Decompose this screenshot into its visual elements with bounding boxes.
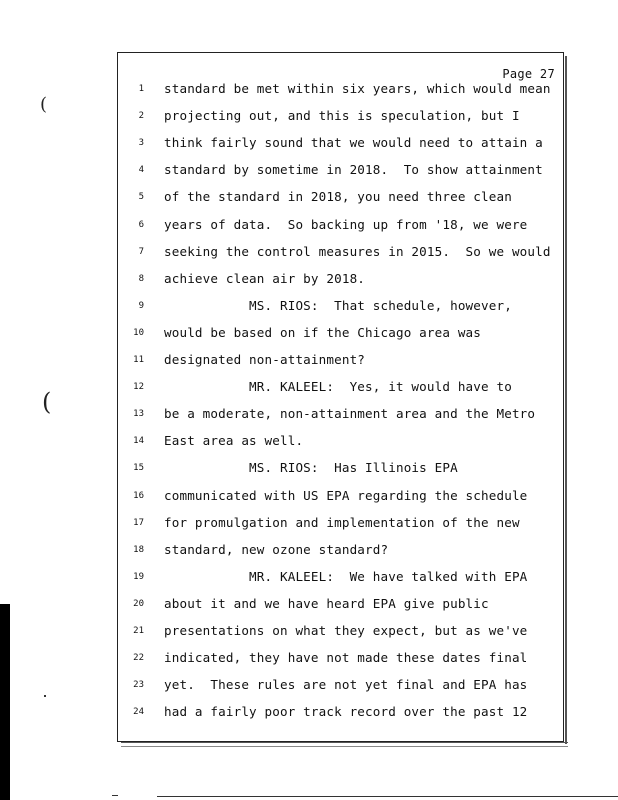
line-number: 7 xyxy=(138,246,144,257)
transcript-line xyxy=(118,458,563,478)
line-number: 20 xyxy=(133,598,144,609)
line-number: 4 xyxy=(138,165,144,176)
line-number: 17 xyxy=(133,517,144,528)
transcript-line xyxy=(118,377,563,397)
line-number: 24 xyxy=(133,707,144,718)
transcript-line xyxy=(118,540,563,560)
line-number: 23 xyxy=(133,680,144,691)
transcript-line xyxy=(118,621,563,641)
transcript-line xyxy=(118,187,563,207)
line-text: seeking the control measures in 2015. So we would xyxy=(164,243,551,259)
line-number: 8 xyxy=(138,273,144,284)
line-text: would be based on if the Chicago area was xyxy=(164,324,482,340)
line-number: 9 xyxy=(138,300,144,311)
line-text: about it and we have heard EPA give public xyxy=(164,595,489,611)
transcript-line xyxy=(118,133,563,153)
frame-right-shadow xyxy=(565,56,567,744)
margin-paren-mark: ( xyxy=(42,388,52,416)
line-text: MR. KALEEL: Yes, it would have to xyxy=(164,379,512,395)
transcript-line xyxy=(118,431,563,451)
scan-edge-bar xyxy=(0,604,10,800)
line-text: think fairly sound that we would need to attain a xyxy=(164,135,543,151)
transcript-line xyxy=(118,513,563,533)
line-number: 16 xyxy=(133,490,144,501)
page-number: Page 27 xyxy=(502,67,555,81)
transcript-line xyxy=(118,160,563,180)
transcript-line xyxy=(118,79,563,99)
page-bottom-rule xyxy=(157,796,618,797)
transcript-page-frame xyxy=(117,52,564,742)
line-number: 3 xyxy=(138,138,144,149)
line-text: indicated, they have not made these dates final xyxy=(164,650,528,666)
line-number: 6 xyxy=(138,219,144,230)
transcript-line xyxy=(118,702,563,722)
line-number: 11 xyxy=(133,355,144,365)
line-number: 22 xyxy=(133,653,144,664)
line-text: communicated with US EPA regarding the schedule xyxy=(164,487,528,503)
transcript-line xyxy=(118,106,563,126)
line-number: 18 xyxy=(133,544,144,555)
line-text: MR. KALEEL: We have talked with EPA xyxy=(164,568,528,584)
line-text: standard be met within six years, which would mean xyxy=(164,81,551,96)
line-text: designated non-attainment? xyxy=(164,352,366,367)
line-text: projecting out, and this is speculation, but I xyxy=(164,108,520,124)
line-number: 21 xyxy=(133,626,144,636)
line-text: of the standard in 2018, you need three clean xyxy=(164,189,512,205)
line-number: 13 xyxy=(133,409,144,420)
frame-bottom-shadow xyxy=(121,742,568,747)
margin-paren-mark: ( xyxy=(40,94,48,115)
line-number: 10 xyxy=(133,327,144,338)
transcript-line xyxy=(118,594,563,614)
transcript-line xyxy=(118,486,563,506)
line-number: 14 xyxy=(133,436,144,447)
line-text: presentations on what they expect, but as we've xyxy=(164,623,528,638)
line-text: be a moderate, non-attainment area and the Metro xyxy=(164,406,536,422)
line-number: 5 xyxy=(138,192,144,203)
line-text: East area as well. xyxy=(164,433,304,449)
transcript-line xyxy=(118,567,563,587)
line-text: MS. RIOS: Has Illinois EPA xyxy=(164,460,458,476)
transcript-line xyxy=(118,215,563,235)
line-number: 12 xyxy=(133,382,144,393)
line-text: years of data. So backing up from '18, we were xyxy=(164,216,528,232)
line-number: 2 xyxy=(138,111,144,122)
transcript-line xyxy=(118,675,563,695)
transcript-line xyxy=(118,242,563,262)
transcript-line xyxy=(118,269,563,289)
line-number: 15 xyxy=(133,463,144,474)
line-text: for promulgation and implementation of the new xyxy=(164,514,520,530)
line-text: had a fairly poor track record over the past 12 xyxy=(164,704,528,720)
line-text: yet. These rules are not yet final and EPA has xyxy=(164,677,528,693)
scan-speck xyxy=(44,695,46,697)
line-number: 19 xyxy=(133,571,144,582)
scan-speck xyxy=(112,795,118,796)
line-text: standard by sometime in 2018. To show attainment xyxy=(164,162,543,178)
line-text: standard, new ozone standard? xyxy=(164,541,389,557)
transcript-line xyxy=(118,296,563,316)
transcript-line xyxy=(118,350,563,370)
transcript-line xyxy=(118,404,563,424)
transcript-line xyxy=(118,323,563,343)
line-number: 1 xyxy=(138,84,144,94)
transcript-line xyxy=(118,648,563,668)
line-text: achieve clean air by 2018. xyxy=(164,270,366,286)
line-text: MS. RIOS: That schedule, however, xyxy=(164,297,512,313)
